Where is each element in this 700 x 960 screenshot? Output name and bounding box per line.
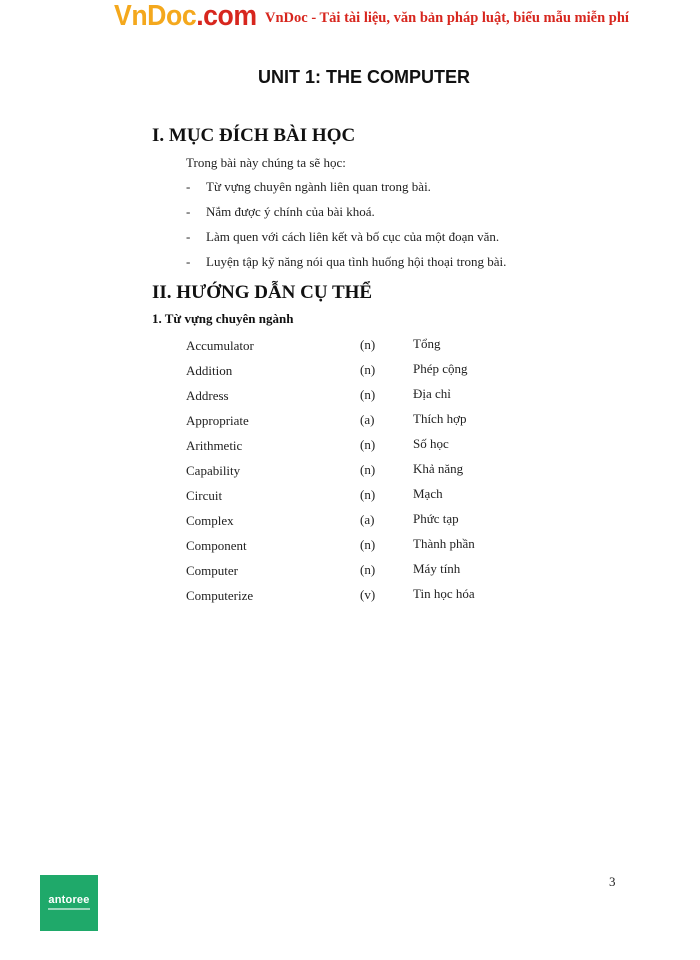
vocab-pos: (n)	[360, 362, 376, 377]
vocab-meaning: Thích hợp	[413, 411, 467, 426]
bullet-text: Từ vựng chuyên ngành liên quan trong bài.	[206, 179, 431, 194]
vocab-pos: (a)	[360, 412, 375, 427]
vocab-pos: (n)	[360, 487, 376, 502]
page-number: 3	[609, 874, 616, 889]
bullet-text: Làm quen với cách liên kết và bố cục của một đoạn văn.	[206, 229, 500, 244]
vocab-meaning: Số học	[413, 436, 449, 451]
bullet-dash: -	[186, 179, 191, 194]
vocab-pos: (n)	[360, 462, 376, 477]
page-title: UNIT 1: THE COMPUTER	[257, 67, 470, 87]
bullet-dash: -	[186, 204, 191, 219]
vocab-term: Capability	[186, 463, 241, 478]
vocab-term: Addition	[186, 363, 233, 378]
vocab-meaning: Máy tính	[413, 561, 461, 576]
vocab-meaning: Phức tạp	[413, 511, 459, 526]
section-heading-objectives: I. MỤC ĐÍCH BÀI HỌC	[152, 125, 356, 146]
vocab-term: Component	[186, 538, 247, 553]
header-tagline: VnDoc - Tải tài liệu, văn bản pháp luật, biểu mẫu miễn phí	[265, 10, 629, 26]
vocab-term: Arithmetic	[186, 438, 243, 453]
section-intro: Trong bài này chúng ta sẽ học:	[186, 155, 346, 170]
vocab-meaning: Mạch	[413, 486, 443, 501]
vocab-meaning: Khả năng	[413, 461, 464, 476]
vocab-term: Address	[186, 388, 229, 403]
vocab-term: Computerize	[186, 588, 254, 603]
vocab-term: Appropriate	[186, 413, 249, 428]
vocab-term: Accumulator	[186, 338, 254, 353]
logo-com: com	[203, 0, 257, 32]
vocab-term: Computer	[186, 563, 238, 578]
subheading-vocabulary: 1. Từ vựng chuyên ngành	[152, 311, 294, 326]
vocab-meaning: Tổng	[413, 336, 441, 351]
antoree-brand-text: antoree	[48, 894, 90, 906]
logo-dot: .	[196, 0, 204, 32]
vocab-meaning: Tin học hóa	[413, 586, 475, 601]
vocab-term: Complex	[186, 513, 234, 528]
vocab-term: Circuit	[186, 488, 223, 503]
vocab-pos: (n)	[360, 437, 376, 452]
bullet-dash: -	[186, 229, 191, 244]
bullet-dash: -	[186, 254, 191, 269]
vocab-meaning: Thành phần	[413, 536, 475, 551]
bullet-text: Nắm được ý chính của bài khoá.	[206, 204, 375, 219]
vocab-meaning: Địa chỉ	[413, 386, 451, 401]
bullet-text: Luyện tập kỹ năng nói qua tình huống hội thoại trong bài.	[206, 254, 507, 269]
antoree-logo[interactable]	[40, 875, 98, 931]
vocab-pos: (n)	[360, 337, 376, 352]
vocab-pos: (n)	[360, 537, 376, 552]
page-header	[0, 0, 700, 40]
vocab-pos: (a)	[360, 512, 375, 527]
antoree-tagline-line	[48, 908, 90, 910]
vocab-pos: (v)	[360, 587, 376, 602]
section-heading-guide: II. HƯỚNG DẪN CỤ THỂ	[152, 282, 373, 303]
vocab-pos: (n)	[360, 387, 376, 402]
vndoc-logo[interactable]	[114, 0, 257, 32]
vocab-pos: (n)	[360, 562, 376, 577]
vocab-meaning: Phép cộng	[413, 361, 468, 376]
logo-vn: VnDoc	[114, 0, 197, 32]
